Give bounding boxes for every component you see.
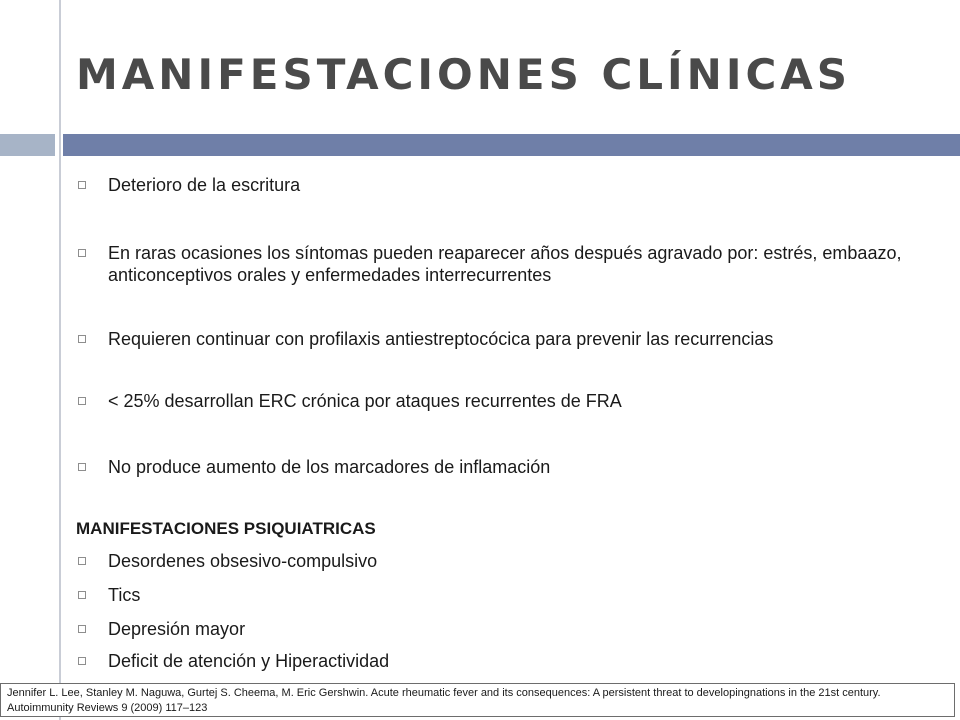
bullet-text: No produce aumento de los marcadores de inflamación (108, 457, 551, 477)
bullet-text: Desordenes obsesivo-compulsivo (108, 551, 378, 571)
title-rule-left (0, 134, 55, 156)
bullet-item (76, 456, 550, 478)
bullet-item (76, 390, 622, 412)
vertical-divider (59, 0, 61, 720)
bullet-text: Deficit de atención y Hiperactividad (108, 651, 390, 671)
bullet-item (76, 328, 773, 350)
square-bullet-icon (78, 657, 86, 665)
bullet-text: Tics (108, 585, 141, 605)
title-rule-right (63, 134, 960, 156)
bullet-text: Deterioro de la escritura (108, 175, 301, 195)
bullet-text: Requieren continuar con profilaxis antiestreptocócica para prevenir las recurrencias (108, 329, 774, 349)
bullet-item (76, 174, 300, 196)
square-bullet-icon (78, 591, 86, 599)
bullet-item (76, 242, 908, 286)
bullet-item (76, 650, 389, 672)
bullet-text: < 25% desarrollan ERC crónica por ataques recurrentes de FRA (108, 391, 622, 411)
section-heading: MANIFESTACIONES PSIQUIATRICAS (76, 519, 376, 538)
citation-box: Jennifer L. Lee, Stanley M. Naguwa, Gurtej S. Cheema, M. Eric Gershwin. Acute rheumatic fever and its consequences: A persistent threat to developingnations in the 21st century. Autoimmunity Reviews 9 (2009) 117–123 (0, 683, 955, 717)
square-bullet-icon (78, 249, 86, 257)
bullet-item (76, 618, 245, 640)
slide-title: MANIFESTACIONES CLÍNICAS (76, 50, 852, 99)
bullet-item (76, 584, 140, 606)
square-bullet-icon (78, 397, 86, 405)
square-bullet-icon (78, 335, 86, 343)
square-bullet-icon (78, 463, 86, 471)
bullet-item (76, 550, 377, 572)
square-bullet-icon (78, 625, 86, 633)
square-bullet-icon (78, 557, 86, 565)
bullet-text: En raras ocasiones los síntomas pueden reaparecer años después agravado por: estrés, embaazo, anticonceptivos orales y enfermedades interrecurrentes (108, 243, 902, 285)
square-bullet-icon (78, 181, 86, 189)
bullet-text: Depresión mayor (108, 619, 246, 639)
